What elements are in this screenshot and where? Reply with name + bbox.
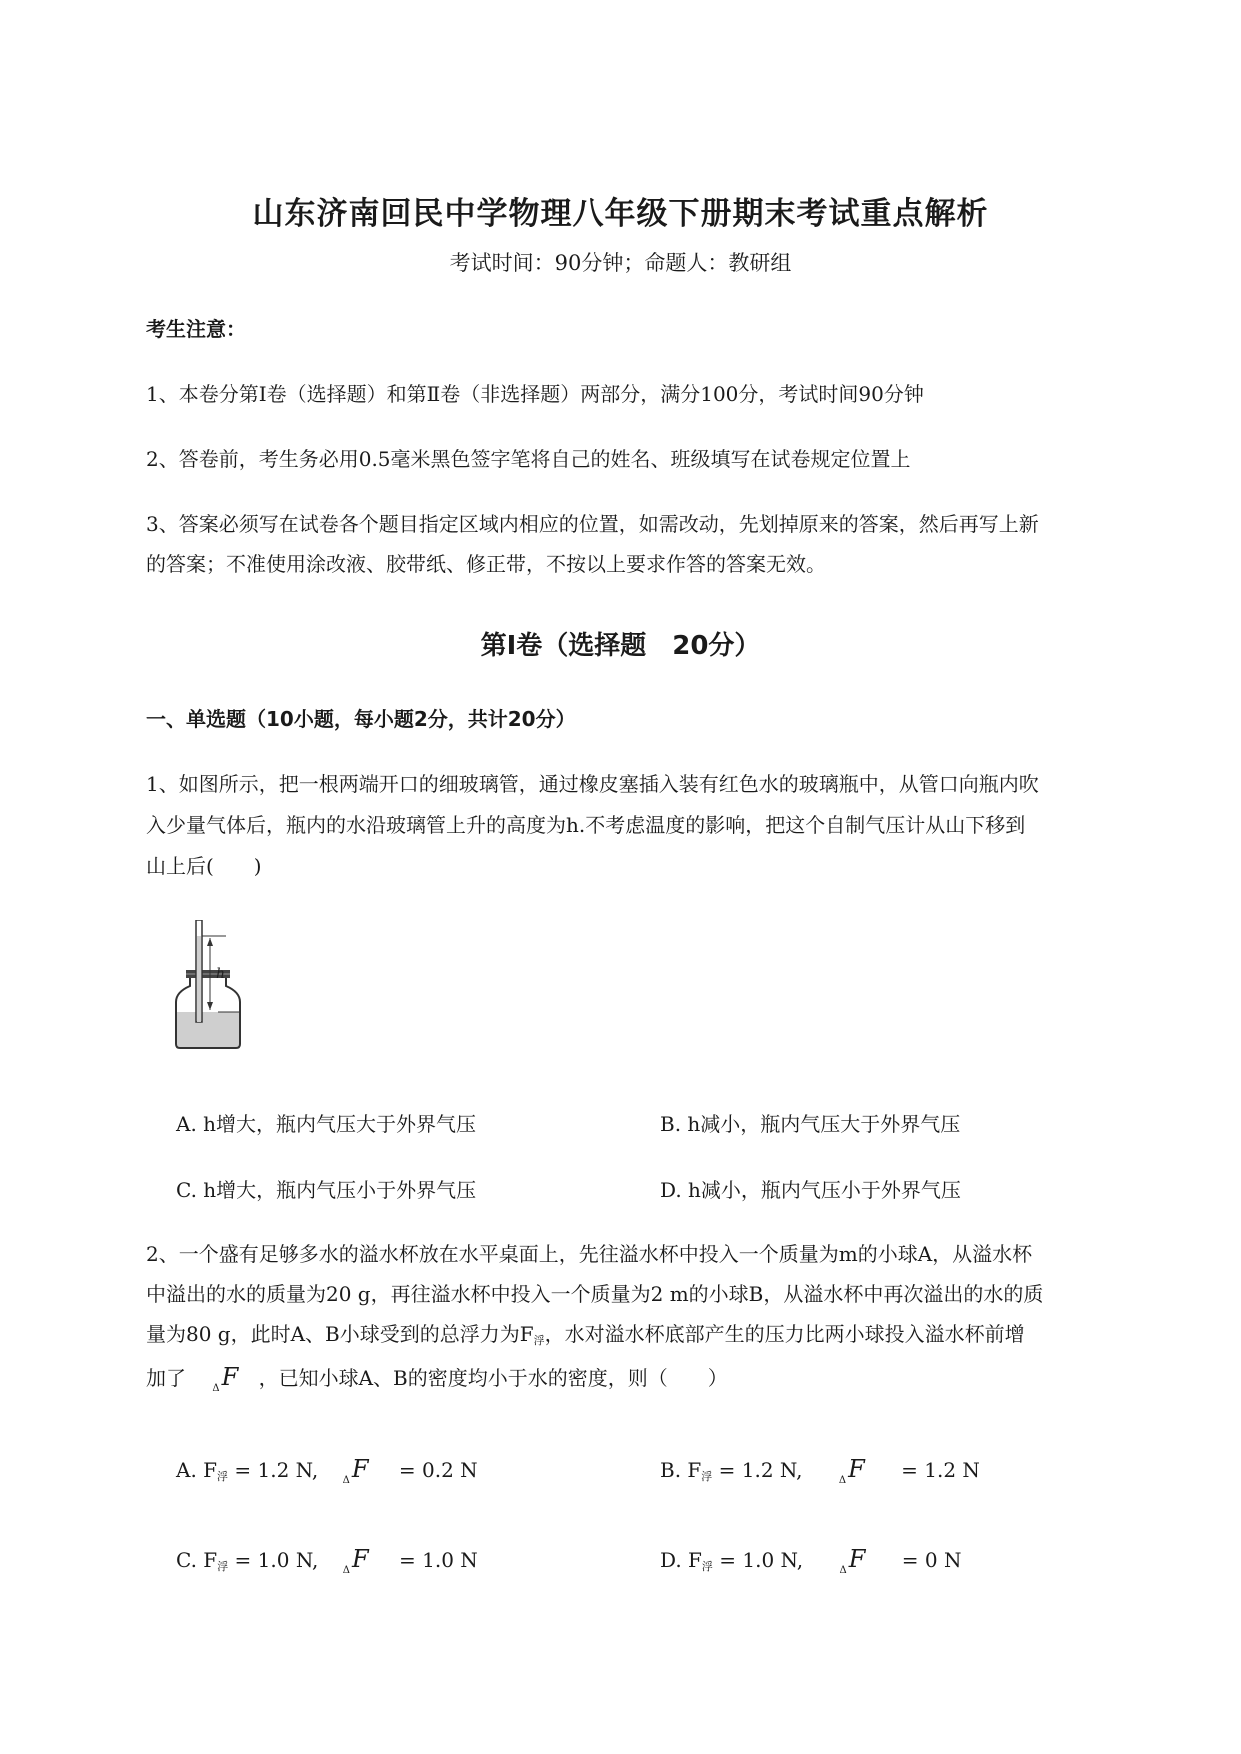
q2-option-a-prefix: A. F	[176, 1458, 218, 1482]
bottle-water	[176, 1012, 240, 1048]
q2-option-c-delta: Δ	[342, 1565, 350, 1576]
q2-option-d-delta: Δ	[839, 1565, 847, 1576]
notice-item-3: 3、答案必须写在试卷各个题目指定区域内相应的位置，如需改动，先划掉原来的答案，然后再写上新	[146, 512, 1039, 536]
group-title: 一、单选题（10小题，每小题2分，共计20分）	[146, 707, 576, 731]
q2-line-3-text-b: ，水对溢水杯底部产生的压力比两小球投入溢水杯前增	[544, 1322, 1025, 1346]
q2-option-d-suffix: = 0 N	[901, 1548, 962, 1572]
q2-option-a[interactable]	[176, 1455, 478, 1486]
q2-option-b-delta: Δ	[838, 1475, 847, 1486]
notice-item-3-cont: 的答案；不准使用涂改液、胶带纸、修正带，不按以上要求作答的答案无效。	[146, 552, 826, 576]
q2-option-c-suffix: = 1.0 N	[399, 1548, 478, 1572]
q2-option-d-F: F	[848, 1545, 866, 1573]
q2-option-d-mid: = 1.0 N,	[719, 1548, 804, 1572]
q2-option-b-sub: 浮	[701, 1470, 713, 1483]
delta-symbol: Δ	[212, 1383, 220, 1394]
q2-option-c[interactable]	[176, 1545, 478, 1576]
q2-option-a-sub: 浮	[217, 1470, 229, 1483]
barometer-bottle-figure	[168, 920, 258, 1055]
section-title: 第Ⅰ卷（选择题 20分）	[480, 631, 761, 661]
q1-option-b[interactable]: B. h减小，瓶内气压大于外界气压	[660, 1112, 961, 1136]
q2-line-4	[146, 1362, 728, 1394]
q2-option-b[interactable]	[660, 1455, 980, 1486]
q2-option-a-suffix: = 0.2 N	[398, 1458, 478, 1482]
q2-option-a-F: F	[351, 1455, 369, 1483]
force-symbol: F	[221, 1363, 239, 1391]
notice-title: 考生注意：	[146, 317, 246, 341]
notice-item-1: 1、本卷分第Ⅰ卷（选择题）和第Ⅱ卷（非选择题）两部分，满分100分，考试时间90分钟	[146, 382, 924, 406]
q1-line-2: 入少量气体后，瓶内的水沿玻璃管上升的高度为h.不考虑温度的影响，把这个自制气压计从山下移到	[146, 813, 1026, 837]
q2-option-a-delta: Δ	[342, 1475, 350, 1486]
q2-option-c-F: F	[352, 1545, 369, 1573]
q2-option-d[interactable]	[660, 1545, 961, 1576]
q2-option-b-F: F	[848, 1455, 865, 1483]
q2-option-c-prefix: C. F	[176, 1548, 218, 1572]
q1-option-d[interactable]: D. h减小，瓶内气压小于外界气压	[660, 1178, 961, 1202]
q2-option-b-mid: = 1.2 N,	[718, 1458, 803, 1482]
page-title: 山东济南回民中学物理八年级下册期末考试重点解析	[252, 196, 989, 232]
q2-line-4-text-a: 加了	[146, 1366, 186, 1390]
notice-item-2: 2、答卷前，考生务必用0.5毫米黑色签字笔将自己的姓名、班级填写在试卷规定位置上	[146, 447, 911, 471]
q1-option-c[interactable]: C. h增大，瓶内气压小于外界气压	[176, 1178, 477, 1202]
q2-option-d-sub: 浮	[701, 1560, 713, 1573]
buoyancy-subscript: 浮	[533, 1334, 545, 1347]
q2-option-b-suffix: = 1.2 N	[901, 1458, 980, 1482]
q1-option-a[interactable]: A. h增大，瓶内气压大于外界气压	[176, 1112, 477, 1136]
q2-line-3-text-a: 量为80 g，此时A、B小球受到的总浮力为F	[146, 1322, 534, 1346]
q2-option-b-prefix: B. F	[660, 1458, 702, 1482]
q2-line-2: 中溢出的水的质量为20 g，再往溢水杯中投入一个质量为2 m的小球B，从溢水杯中再次溢出的水的质	[146, 1282, 1044, 1306]
height-label: h	[216, 966, 226, 982]
q2-option-d-prefix: D. F	[660, 1548, 702, 1572]
q2-line-4-text-b: ，已知小球A、B的密度均小于水的密度，则（ ）	[258, 1366, 728, 1390]
q2-option-a-mid: = 1.2 N,	[234, 1458, 319, 1482]
exam-info: 考试时间：90分钟；命题人：教研组	[449, 251, 792, 275]
q2-line-1: 2、一个盛有足够多水的溢水杯放在水平桌面上，先往溢水杯中投入一个质量为m的小球A，从溢水杯	[146, 1242, 1033, 1266]
q2-option-c-sub: 浮	[217, 1560, 229, 1573]
q1-line-1: 1、如图所示，把一根两端开口的细玻璃管，通过橡皮塞插入装有红色水的玻璃瓶中，从管口向瓶内吹	[146, 772, 1039, 796]
q2-line-3	[146, 1318, 1025, 1348]
q2-option-c-mid: = 1.0 N,	[234, 1548, 319, 1572]
q1-line-3: 山上后( )	[146, 854, 262, 878]
